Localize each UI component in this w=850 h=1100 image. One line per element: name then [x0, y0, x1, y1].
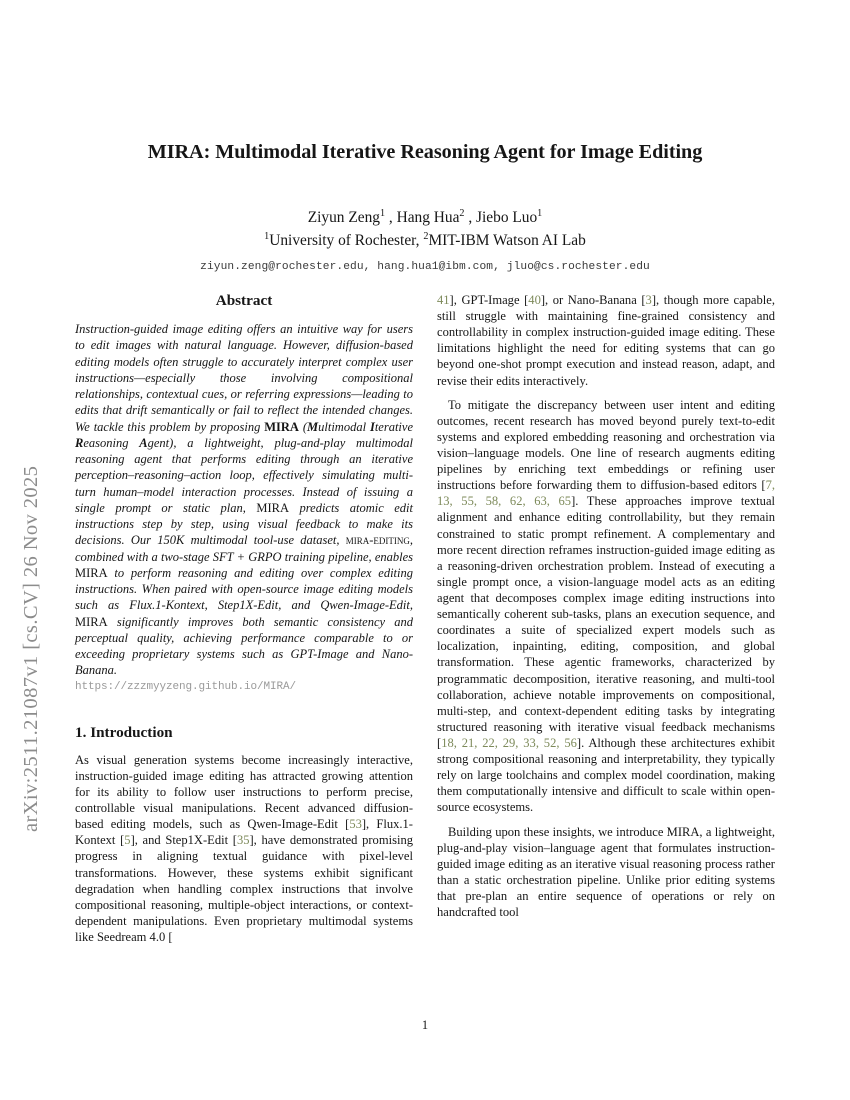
citation-5[interactable]: 5	[124, 833, 131, 848]
intro-p1-f: ], or Nano-Banana [	[540, 293, 646, 307]
abstract-part-4: , combined with a two-stage SFT + GRPO training pipeline, enables	[75, 533, 413, 564]
abstract-r-bold: R	[75, 435, 84, 450]
abstract-part-5: to perform reasoning and editing over complex editing instructions. When paired with open-source image editing models such as Flux.1-Kontext, Step1X-Edit, and Qwen-Image-Edit,	[75, 565, 413, 613]
citation-41[interactable]: 41	[437, 293, 450, 307]
intro-p2-c: ]. Although these architectures exhibit strong compositional reasoning and interpretability, they typically rely on large toolchains and complex model coordination, making them computationally intensive and difficult to scale within open-source ecosystems.	[437, 735, 775, 815]
citation-35[interactable]: 35	[236, 833, 250, 848]
abstract-ultimodal: ultimodal	[318, 419, 370, 434]
citation-group-2[interactable]: 18, 21, 22, 29, 33, 52, 56	[441, 735, 577, 750]
arxiv-stamp	[0, 0, 62, 1100]
abstract-a-bold: A	[139, 435, 148, 450]
citation-53[interactable]: 53	[349, 817, 362, 832]
abstract-part-1: Instruction-guided image editing offers an intuitive way for users to edit images with natural language. However, diffusion-based editing models often struggle to accurately interpret complex user instructions—especially those involving compositional relationships, contextual cues, or referring expressions—leading to edits that drift semantically or fail to reflect the intended changes. We tackle this problem by proposing	[75, 322, 413, 434]
intro-p1-d: ], have demonstrated promising progress in aligning textual guidance with pixel-level transformations. However, these systems exhibit significant degradation when handling complex instructions that involve compositional reasoning, multiple-object interactions, or context-dependent manipulations. Even proprietary multimodal systems like Seedream 4.0 [	[75, 833, 413, 944]
abstract-paren-open: (	[298, 419, 307, 434]
left-column	[75, 292, 413, 1007]
intro-paragraph-2	[437, 397, 775, 816]
abstract-terative: terative	[374, 419, 413, 434]
section-heading-introduction: 1. Introduction	[75, 723, 173, 741]
right-column	[437, 292, 775, 1007]
intro-p1-c: ], and Step1X-Edit [	[130, 833, 237, 848]
abstract-easoning: easoning	[83, 435, 140, 450]
abstract-paren-close: )	[169, 435, 174, 450]
intro-p1-a: As visual generation systems become increasingly interactive, instruction-guided image editing has attracted growing attention for its ability to follow user instructions to perform precise, controllable visual manipulations. Recent advanced diffusion-based editing models, such as Qwen-Image-Edit [	[75, 752, 413, 832]
author-affil-marker-1: 1	[379, 208, 386, 220]
abstract-mira-2: MIRA	[256, 500, 290, 515]
intro-p1-g: ], though more capable, still struggle with maintaining fine-grained consistency and controllability in complex instruction-guided image editing. These limitations highlight the need for editing systems that can go beyond one-shot prompt execution and instead reason, adapt, and revise their edits interactively.	[437, 293, 775, 388]
citation-3[interactable]: 3	[645, 293, 652, 307]
abstract-mira-bold: MIRA	[264, 419, 299, 434]
page-number: 1	[421, 1018, 429, 1032]
abstract-i-bold: I	[369, 419, 375, 434]
email-line: ziyun.zeng@rochester.edu, hang.hua1@ibm.com, jluo@cs.rochester.edu	[200, 260, 650, 273]
two-column-body	[75, 292, 775, 1007]
abstract-text	[75, 321, 413, 694]
author-affil-marker-2: 2	[459, 208, 465, 220]
abstract-m-bold: M	[307, 419, 319, 434]
author-jiebo-luo: , Jiebo Luo	[464, 209, 538, 227]
author-hang-hua: , Hang Hua	[385, 209, 460, 227]
abstract-gent: gent	[147, 435, 170, 450]
abstract-part-3: predicts atomic edit instructions step by step, using visual feedback to make its decisions. Our 150K multimodal tool-use dataset,	[75, 500, 413, 548]
intro-paragraph-1	[75, 752, 413, 945]
intro-p1-b: ], Flux.1-Kontext [	[75, 817, 413, 848]
abstract-mira-3: MIRA	[75, 565, 108, 580]
citation-40[interactable]: 40	[528, 293, 541, 307]
abstract-part-6: significantly improves both semantic consistency and perceptual quality, achieving performance comparable to or exceeding proprietary systems such as GPT-Image and Nano-Banana.	[75, 614, 413, 678]
page-title: MIRA: Multimodal Iterative Reasoning Agent for Image Editing	[147, 141, 703, 163]
affiliation-line	[75, 230, 775, 252]
affiliation-marker-2: 2	[423, 230, 429, 242]
affiliation-university-of-rochester: University of Rochester,	[269, 231, 424, 249]
affiliation-mit-ibm: MIT-IBM Watson AI Lab	[428, 231, 586, 249]
author-line	[75, 207, 775, 229]
abstract-part-2: , a lightweight, plug-and-play multimodal reasoning agent that performs editing through an iterative perception–reasoning–action loop, effectively simulating multi-turn human–model interaction processes. Instead of issuing a single prompt or static plan,	[75, 435, 414, 515]
abstract-heading: Abstract	[215, 292, 273, 309]
author-affil-marker-3: 1	[537, 208, 543, 220]
abstract-mira-editing: mira-editing	[345, 533, 410, 548]
intro-p2-a: To mitigate the discrepancy between user intent and editing outcomes, recent research has moved beyond purely text-to-edit systems and explored embedding reasoning and orchestration via vision–language models. One line of research augments editing pipelines by enriching text embeddings or refining user instructions before forwarding them to diffusion-based editors [	[437, 397, 775, 493]
intro-p2-b: ]. These approaches improve textual alignment and enhance editing controllability, but they remain constrained to static prompt refinement. A complementary and more recent direction reframes instruction-guided image editing as a reasoning-driven orchestration problem. Instead of executing a single prompt once, a vision-language model acts as an editing agent that decomposes complex image editing instructions into semantically coherent sub-tasks, plans an execution sequence, and coordinates a suite of specialized expert models such as localization, inpainting, editing, composition, and global transformation. These agentic frameworks, characterized by programmatic decomposition, iterative reasoning, and multi-tool collaboration, achieve notable improvements on compositional, multi-step, and context-dependent editing tasks by integrating structured reasoning with iterative visual feedback mechanisms [	[437, 494, 775, 750]
intro-paragraph-1-continued	[437, 292, 775, 389]
intro-paragraph-3: Building upon these insights, we introduce MIRA, a lightweight, plug-and-play vision–language agent that formulates instruction-guided image editing as an iterative visual reasoning process rather than a static orchestration pipeline. Unlike prior editing systems that pre-plan an entire sequence of operations or rely on handcrafted tool	[437, 824, 775, 920]
arxiv-stamp-text: arXiv:2511.21087v1 [cs.CV] 26 Nov 2025	[19, 465, 42, 832]
title-block	[75, 140, 775, 273]
project-url[interactable]: https://zzzmyyzeng.github.io/MIRA/	[75, 680, 297, 693]
abstract-mira-4: MIRA	[75, 614, 108, 629]
author-ziyun-zeng: Ziyun Zeng	[307, 209, 380, 227]
citation-group-1[interactable]: 7, 13, 55, 58, 62, 63, 65	[437, 478, 775, 509]
intro-p1-e: ], GPT-Image [	[449, 293, 529, 307]
affiliation-marker-1: 1	[264, 230, 270, 242]
